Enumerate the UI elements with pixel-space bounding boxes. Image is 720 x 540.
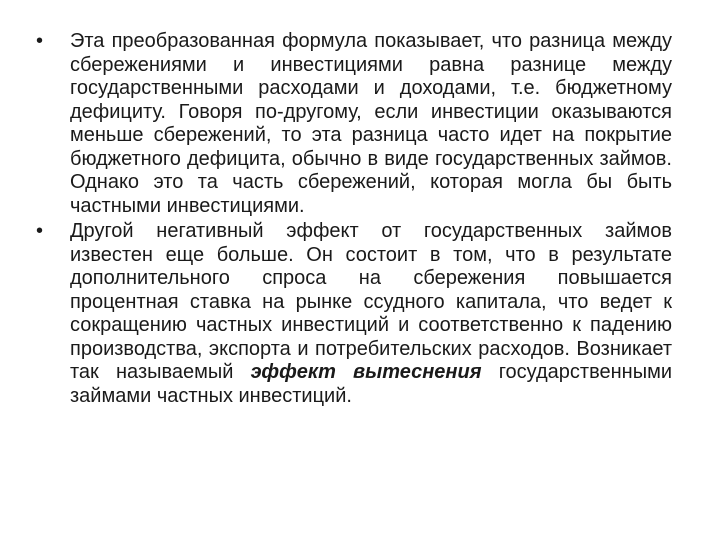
bullet-text-after: государственными займами частных инвестиций.	[70, 361, 672, 407]
bullet-item-2	[36, 220, 672, 408]
bullet-text: Эта преобразованная формула показывает, что разница между сбережениями и инвестициями равна разнице между государственными расходами и доходами, т.е. бюджетному дефициту. Говоря по-другому, если инвестиции оказываются меньше сбережений, то эта разница часто идет на покрытие бюджетного дефицита, обычно в виде государственных займов. Однако это та часть сбережений, которая могла бы быть частными инвестициями.	[70, 30, 672, 217]
bullet-icon: •	[36, 30, 44, 52]
bullet-item-1	[36, 30, 672, 218]
bullet-icon: •	[36, 220, 44, 242]
bullet-text-before: Другой негативный эффект от государственных займов известен еще больше. Он состоит в том, что в результате дополнительного спроса на сбережения повышается процентная ставка на рынке ссудного капитала, что ведет к сокращению частных инвестиций и соответственно к падению производства, экспорта и потребительских расходов. Возникает так называемый	[70, 220, 672, 383]
bullet-list	[36, 30, 672, 410]
key-term: эффект вытеснения	[250, 361, 482, 383]
